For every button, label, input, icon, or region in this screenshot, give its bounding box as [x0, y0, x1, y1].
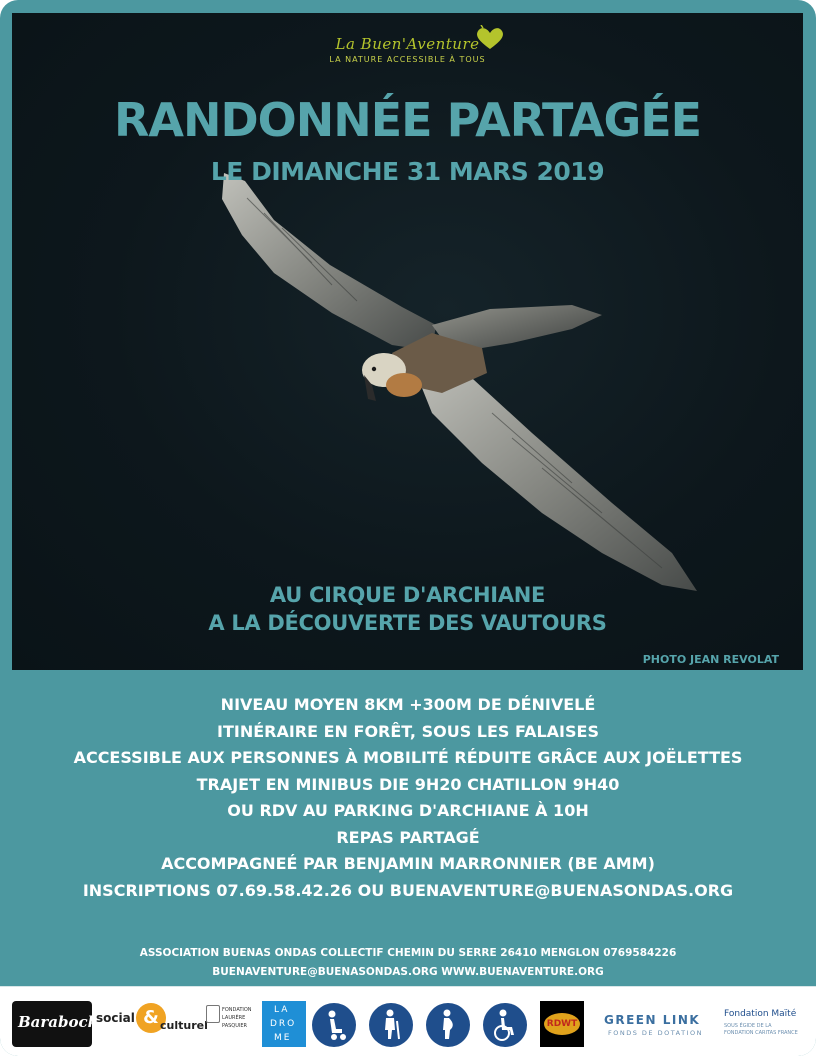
stroller-icon [312, 1003, 356, 1047]
centre-social-logo [96, 1001, 208, 1047]
place-line: AU CIRQUE D'ARCHIANE [269, 583, 546, 607]
event-title: RANDONNÉE PARTAGÉE [113, 93, 702, 147]
la-drome-line: LA [274, 1005, 290, 1015]
fondation-maite-logo [720, 1001, 806, 1047]
lauriere-portrait-icon [206, 1005, 220, 1023]
la-drome-line: ME [274, 1033, 292, 1043]
centre-social-amp: & [136, 1003, 166, 1033]
la-drome-logo [262, 1001, 306, 1047]
heart-icon [473, 25, 507, 51]
green-link-name: GREEN LINK [604, 1013, 701, 1027]
detail-line: ACCOMPAGNEÉ PAR BENJAMIN MARRONNIER (BE AMM) [161, 854, 655, 873]
vulture-photo [12, 13, 803, 670]
detail-line: ACCESSIBLE AUX PERSONNES À MOBILITÉ RÉDUITE GRÂCE AUX JOËLETTES [73, 748, 743, 767]
fondation-maite-name: Fondation Maïté [724, 1009, 797, 1019]
green-link-logo [596, 1001, 714, 1047]
fondation-maite-sub: SOUS ÉGIDE DE LA [724, 1023, 772, 1029]
partner-logos-bar [0, 986, 816, 1056]
footer-contact: BUENAVENTURE@BUENASONDAS.ORG WWW.BUENAVENTURE.ORG [212, 966, 604, 978]
event-details [0, 692, 816, 904]
detail-line: NIVEAU MOYEN 8KM +300M DE DÉNIVELÉ [220, 695, 596, 714]
photo-credit: PHOTO JEAN REVOLAT [642, 653, 779, 666]
detail-line: OU RDV AU PARKING D'ARCHIANE À 10H [227, 801, 589, 820]
event-place [12, 581, 803, 637]
green-link-sub: FONDS DE DOTATION [608, 1029, 703, 1037]
brand-tagline: LA NATURE ACCESSIBLE À TOUS [329, 55, 486, 64]
detail-line: ITINÉRAIRE EN FORÊT, SOUS LES FALAISES [217, 721, 599, 741]
event-date: LE DIMANCHE 31 MARS 2019 [210, 157, 605, 186]
brand-name: La Buen'Aventure [335, 35, 480, 53]
fondation-lauriere-logo [204, 1001, 258, 1047]
detail-line: REPAS PARTAGÉ [336, 827, 480, 847]
barabock-label: Barabock [18, 1013, 99, 1031]
centre-culturel-label: culturel [160, 1019, 208, 1032]
association-footer [0, 944, 816, 982]
wheelchair-icon [483, 1003, 527, 1047]
detail-line: INSCRIPTIONS 07.69.58.42.26 OU BUENAVENTURE@BUENASONDAS.ORG [82, 880, 734, 900]
pregnant-icon [426, 1003, 470, 1047]
detail-line: TRAJET EN MINIBUS DIE 9H20 CHATILLON 9H40 [196, 774, 620, 794]
fondation-lauriere-line: FONDATION [222, 1007, 252, 1013]
fondation-maite-sub: FONDATION CARITAS FRANCE [724, 1030, 798, 1036]
barabock-logo [12, 1001, 99, 1047]
centre-social-label: social [96, 1011, 135, 1025]
fondation-lauriere-line: PASQUIER [222, 1023, 247, 1029]
place-line: A LA DÉCOUVERTE DES VAUTOURS [208, 611, 607, 635]
rdwt-logo [540, 1001, 584, 1047]
rdwt-label: RDWT [544, 1013, 580, 1035]
brand-logo [12, 35, 803, 64]
fondation-lauriere-line: LAURÈRE [222, 1015, 246, 1021]
elderly-walker-icon [369, 1003, 413, 1047]
footer-address: ASSOCIATION BUENAS ONDAS COLLECTIF CHEMIN DU SERRE 26410 MENGLON 0769584226 [139, 947, 677, 959]
la-drome-line: DRO [270, 1019, 297, 1029]
